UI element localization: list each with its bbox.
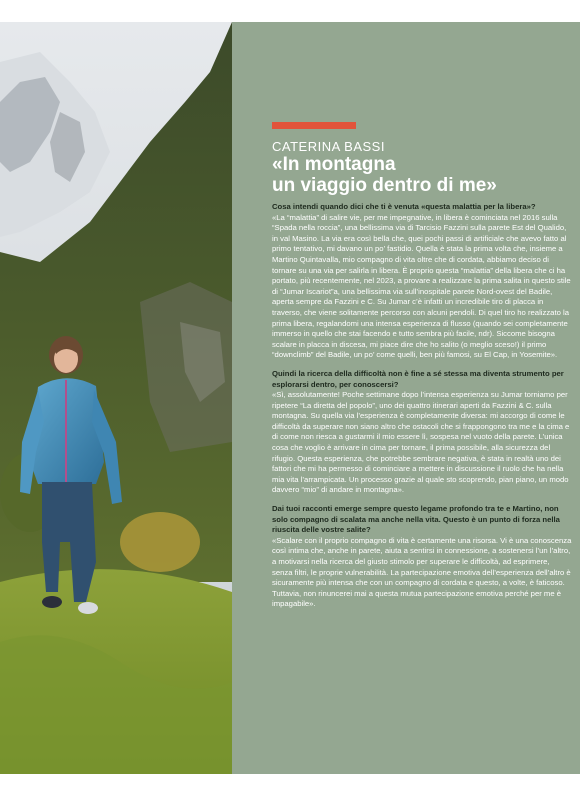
answer-2: «Sì, assolutamente! Poche settimane dopo l’intensa esperienza su Jumar torniamo per ripetere “La diretta del popolo”, uno dei quattro itinerari aperti da Fazzini & C. sulla montagna. Su quella via l’esperienza è completamente diversa: mi accorgo di come le difficoltà da superare non siano altro che ostacoli che si frappongono tra me e la cima e di come non riesca a gustarmi il mio essere lì, sospesa nel vuoto della parete. L’unica cosa che voglio è arrivare in cima per tornare, il prima possibile, alla sicurezza del rifugio. Questa esperienza, che potrebbe sembrare negativa, è stata in realtà uno dei fattori che mi ha permesso di cominciare a mettere in discussione il ruolo che ha nella mia vita l’arrampicata. Un processo grazie al quale sto scoprendo, pian piano, un modo davvero “mio” di andare in montagna». — [272, 390, 570, 495]
hero-photo — [0, 22, 232, 774]
mountain-hiker-illustration — [0, 22, 232, 774]
article-title — [272, 154, 572, 196]
question-1: Cosa intendi quando dici che ti è venuta «questa malattia per la libera»? — [272, 202, 536, 211]
author-name: CATERINA BASSI — [272, 139, 385, 154]
question-2: Quindi la ricerca della difficoltà non è fine a sé stessa ma diventa strumento per esplorarsi dentro, per conoscersi? — [272, 368, 564, 389]
question-3: Dai tuoi racconti emerge sempre questo legame profondo tra te e Martino, non solo compagno di scalata ma anche nella vita. Questo è un punto di forza nella riuscita delle vostre salite? — [272, 504, 560, 535]
answer-3: «Scalare con il proprio compagno di vita è certamente una risorsa. Vi è una conoscenza così intima che, anche in parete, aiuta a sentirsi in connessione, a sostenersi l’un l’altro, a motivarsi nella ricerca del giusto stimolo per superare le difficoltà, ad esprimere, senza filtri, le proprie vulnerabilità. La partecipazione emotiva dell’esperienza dell’altro è sicuramente più intensa che con un compagno di cordata e questo, a volte, è faticoso. Tuttavia, non rinuncerei mai a questa mutua partecipazione emotiva perché per me è impagabile». — [272, 535, 572, 609]
interview-body — [272, 202, 572, 618]
title-line-1: «In montagna — [272, 154, 396, 175]
accent-bar — [272, 122, 356, 129]
title-line-2: un viaggio dentro di me» — [272, 175, 497, 196]
article-panel — [232, 22, 580, 774]
answer-1: «La “malattia” di salire vie, per me impegnative, in libera è cominciata nel 2016 sulla “Spada nella roccia”, una bellissima via di Tarcisio Fazzini sulla parete Est del Qualido, in val Masino. La via era così bella che, quei pochi passi di artificiale che avevo fatto al primo tentativo, mi davano un po’ fastidio. Quella è stata la prima volta che, insieme a Martino Quintavalla, mio compagno di vita oltre che di cordata, abbiamo deciso di tornare su una via per salirla in libera. È proprio questa “malattia” della libera che ci ha portato, più recentemente, nel 2023, a provare a realizzare la prima salita in questo stile di “Jumar Iscariot”a, una bellissima via sull’inospitale parete Nord-ovest del Badile, aperta sempre da Fazzini e C. Su Jumar c’è infatti un incredibile tiro di placca in traverso, che viene solitamente percorso con alcuni pendoli. Di quel tiro ho realizzato la prima libera, regalandomi una intensa esperienza di flusso (quando sei completamente immerso in quello che stai facendo e tutto sembra più facile, ndr). Siccome bisogna scalare in placca in discesa, mi piace dire che ho salito (o meglio sceso!) il primo “downclimb” del Badile, un po’ come quelli, ben più famosi, su El Cap, in Yosemite». — [272, 212, 571, 360]
